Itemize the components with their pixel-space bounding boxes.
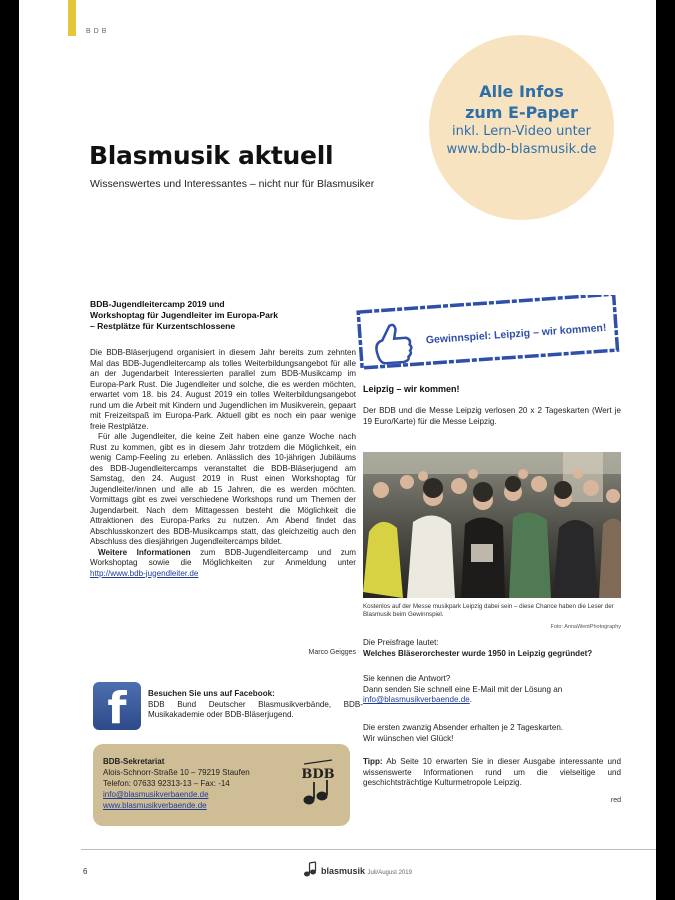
magazine-title: blasmusik (321, 866, 366, 876)
crowd-photo (363, 452, 621, 598)
contest-intro: Der BDB und die Messe Leipzig verlosen 20 x 2 Tageskarten (Wert je 19 Euro/Karte) für die Messe Leipzig. (363, 406, 621, 426)
article-paragraph: Die BDB-Bläserjugend organisiert in diesem Jahr bereits zum zehnten Mal das BDB-Jugendleitercamp als tolles Weiterbildungsangebot für alle an der Jugendarbeit Interessierten parallel zum BDB-Musikcamp im Europa-Park Rust. Die Jugendleiter und solche, die es werden möchten, erwartet vom 18. bis 24. August 2019 ein tolles Weiterbildungsangebot rund um die Arbeit mit Kindern und Jugendlichen im Musikverein, gepaart mit Freizeitspaß im Europa-Park. Aktuell gibt es noch ein paar wenige freie Restplätze. (90, 348, 356, 431)
office-email-link[interactable]: info@blasmusikverbaende.de (103, 790, 209, 799)
headline-line: BDB-Jugendleitercamp 2019 und (90, 299, 225, 309)
info-label: Weitere Informationen (98, 547, 191, 557)
photo-credit: Foto: AnnaWentPhotography (550, 624, 621, 630)
closing-line-1: Die ersten zwanzig Absender erhalten je 2 Tageskarten. (363, 723, 564, 732)
photo-caption: Kostenlos auf der Messe musikpark Leipzig dabei sein – diese Chance haben die Leser der Blasmusik beim Gewinnspiel. (363, 603, 614, 618)
contest-headline: Leipzig – wir kommen! (363, 384, 460, 394)
office-address: Alois-Schnorr-Straße 10 – 79219 Staufen (103, 768, 250, 777)
article-headline (90, 299, 355, 332)
answer-line-1: Sie kennen die Antwort? (363, 674, 451, 683)
facebook-icon[interactable] (93, 682, 141, 730)
promo-line-3: inkl. Lern-Video unter (451, 124, 592, 139)
office-phone: Telefon: 07633 92313-13 – Fax: -14 (103, 779, 230, 788)
headline-line: – Restplätze für Kurzentschlossene (90, 321, 236, 331)
footer-brand (303, 860, 412, 883)
article-paragraph (90, 548, 356, 580)
thumbs-up-icon (375, 324, 412, 364)
contest-email-link[interactable]: info@blasmusikverbaende.de (363, 695, 470, 704)
jugendleiter-link[interactable]: http://www.bdb-jugendleiter.de (90, 568, 199, 578)
section-brand: BDB (86, 28, 110, 35)
promo-line-2: zum E-Paper (465, 103, 578, 122)
magazine-page (19, 0, 656, 900)
footer-divider (81, 849, 656, 850)
facebook-letter: f (107, 683, 127, 730)
promo-line-1: Alle Infos (479, 82, 564, 101)
article-paragraph: Für alle Jugendleiter, die keine Zeit haben eine ganze Woche nach Rust zu kommen, gibt es in diesem Jahr trotzdem die Möglichkeit, ein wenig Camp-Feeling zu erleben. Anlässlich des 10-jährigen Jubiläums des BDB-Jugendleitercamps veranstaltet die BDB-Bläserjugend am Samstag, den 24. August 2019 in Rust einen Workshoptag für Jugendleiter/innen und alle ab 15 Jahren, die es werden möchten. Vormittags gibt es zwei verschiedene Workshops rund um Themen der Jugendarbeit. Nach dem Mittagessen besteht die Möglichkeit die Attraktionen des Europa-Parks zu nutzen. Am Abend findet das Abschlusskonzert des BDB-Musikcamps statt, das gleichzeitig auch den Abschluss des diesjährigen Jugendleitercamps bildet. (90, 432, 356, 546)
tip-text: Ab Seite 10 erwarten Sie in dieser Ausgabe interessante und wissenswerte Informationen rund um die vielseitige und geschichtsträchtige Kulturmetropole Leipzig. (363, 757, 621, 787)
issue-date: Juli/August 2019 (367, 870, 412, 876)
page-title: Blasmusik aktuell (89, 141, 334, 170)
answer-line-3 (363, 695, 621, 706)
tip-label: Tipp: (363, 757, 383, 766)
facebook-title: Besuchen Sie uns auf Facebook: (148, 689, 275, 698)
question-text: Welches Bläserorchester wurde 1950 in Leipzig gegründet? (363, 648, 593, 658)
article-body (90, 348, 356, 579)
page-subtitle: Wissenswertes und Interessantes – nicht nur für Blasmusiker (90, 178, 375, 190)
bdb-small-logo-icon (303, 860, 317, 878)
facebook-text: BDB Bund Deutscher Blasmusikverbände, BDB-Musikakademie oder BDB-Bläserjugend. (148, 699, 363, 719)
promo-link[interactable]: www.bdb-blasmusik.de (446, 142, 597, 157)
closing-note (363, 723, 621, 744)
facebook-note (148, 689, 363, 721)
office-web-link[interactable]: www.blasmusikverbaende.de (103, 801, 207, 810)
contest-stamp (356, 295, 622, 371)
answer-line-2: Dann senden Sie schnell eine E-Mail mit der Lösung an (363, 684, 563, 694)
stamp-text: Gewinnspiel: Leipzig – wir kommen! (425, 321, 607, 347)
answer-instructions (363, 674, 621, 706)
e-paper-promo-badge (429, 35, 614, 220)
article-author: Marco Geigges (308, 649, 356, 656)
office-contact-box (93, 744, 350, 826)
bdb-logo-icon (298, 756, 338, 811)
closing-line-2: Wir wünschen viel Glück! (363, 733, 454, 743)
reading-tip (363, 757, 621, 789)
answer-end: . (469, 695, 473, 704)
question-intro: Die Preisfrage lautet: (363, 638, 439, 647)
headline-line: Workshoptag für Jugendleiter im Europa-Park (90, 310, 278, 320)
office-details (103, 756, 250, 811)
bdb-logo-text: BDB (301, 767, 335, 782)
page-number: 6 (83, 867, 88, 876)
info-text: zum BDB-Jugendleitercamp und zum Workshoptag sowie die Möglichkeiten zur Anmeldung unter (90, 547, 356, 567)
prize-question (363, 638, 621, 659)
section-tab (68, 0, 76, 36)
office-title: BDB-Sekretariat (103, 757, 165, 766)
magazine-name (321, 866, 412, 876)
author-initials: red (610, 797, 621, 804)
